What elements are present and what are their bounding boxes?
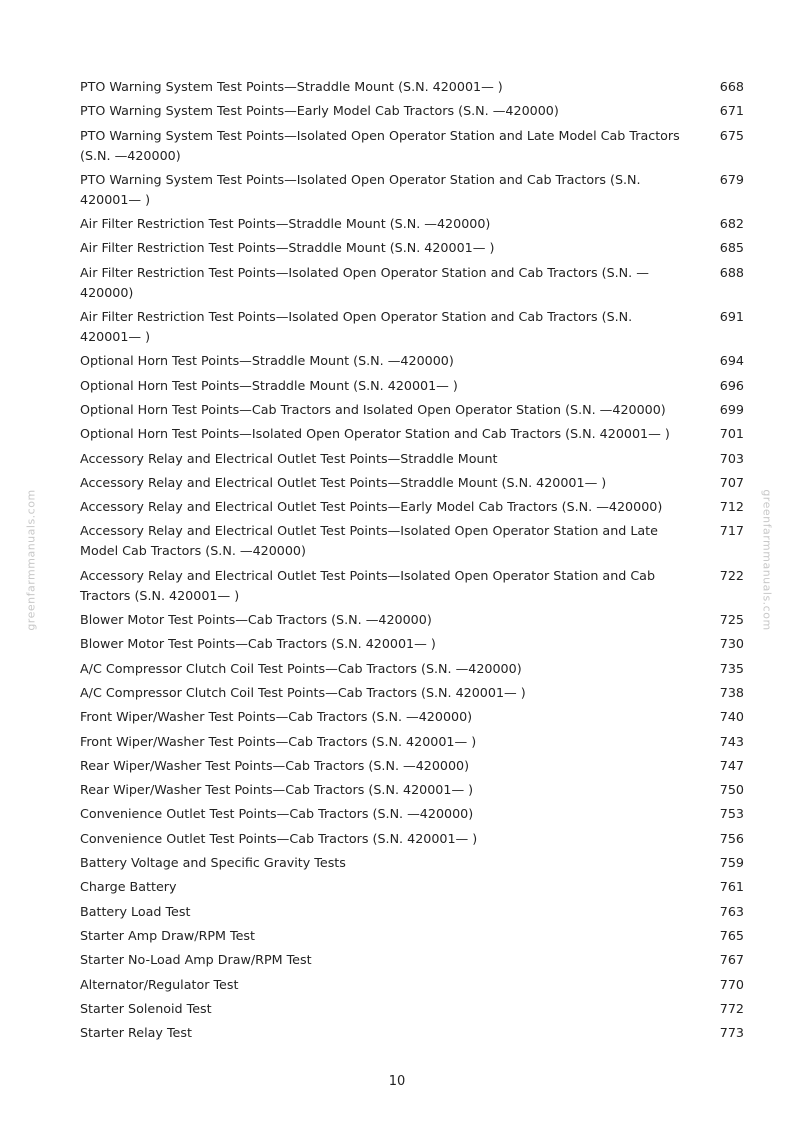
toc-entry-page: 743	[719, 733, 744, 749]
toc-entry-title: Accessory Relay and Electrical Outlet Test Points—Early Model Cab Tractors (S.N. —420000)	[80, 499, 663, 515]
toc-entry-title: Accessory Relay and Electrical Outlet Test Points—Straddle Mount	[80, 450, 498, 466]
toc-entry-page: 703	[719, 450, 744, 466]
toc-entry-page: 707	[719, 474, 744, 490]
toc-entry-title: Rear Wiper/Washer Test Points—Cab Tractors (S.N. —420000)	[80, 757, 470, 773]
toc-entry[interactable]	[80, 307, 744, 347]
toc-entry-title: A/C Compressor Clutch Coil Test Points—Cab Tractors (S.N. —420000)	[80, 660, 522, 676]
toc-entry-title: PTO Warning System Test Points—Early Model Cab Tractors (S.N. —420000)	[80, 103, 559, 119]
toc-entry-title: Blower Motor Test Points—Cab Tractors (S.N. —420000)	[80, 612, 432, 628]
toc-entry-page: 688	[719, 264, 744, 280]
toc-entry-page: 765	[719, 927, 744, 943]
toc-entry-title: Convenience Outlet Test Points—Cab Tractors (S.N. 420001— )	[80, 830, 478, 846]
toc-entry[interactable]	[80, 634, 744, 654]
toc-entry-title: PTO Warning System Test Points—Straddle Mount (S.N. 420001— )	[80, 79, 503, 94]
toc-entry-page: 675	[719, 127, 744, 143]
toc-entry-title: Air Filter Restriction Test Points—Isolated Open Operator Station and Cab Tractors (S.N. —420000)	[80, 264, 649, 300]
toc-entry-title: A/C Compressor Clutch Coil Test Points—Cab Tractors (S.N. 420001— )	[80, 684, 526, 700]
toc-entry-page: 735	[719, 660, 744, 676]
toc-entry[interactable]	[80, 659, 744, 679]
toc-entry-page: 671	[719, 103, 744, 119]
toc-entry-page: 753	[719, 806, 744, 822]
toc-entry-title: Front Wiper/Washer Test Points—Cab Tractors (S.N. —420000)	[80, 709, 473, 725]
toc-entry-title: Starter Solenoid Test	[80, 1000, 212, 1016]
toc-entry-title: Air Filter Restriction Test Points—Straddle Mount (S.N. 420001— )	[80, 240, 495, 256]
toc-entry-title: Accessory Relay and Electrical Outlet Test Points—Isolated Open Operator Station and Cab Tractors (S.N. 420001— )	[80, 567, 656, 603]
toc-entry-page: 740	[719, 709, 744, 725]
toc-entry-title: Convenience Outlet Test Points—Cab Tractors (S.N. —420000)	[80, 806, 474, 822]
toc-entry[interactable]	[80, 804, 744, 824]
toc-entry[interactable]	[80, 756, 744, 776]
table-of-contents	[80, 77, 744, 1047]
toc-entry[interactable]	[80, 566, 744, 606]
toc-entry-page: 756	[719, 830, 744, 846]
toc-entry-page: 699	[719, 401, 744, 417]
toc-entry-page: 772	[719, 1000, 744, 1016]
toc-entry-page: 685	[719, 240, 744, 256]
toc-entry-title: Blower Motor Test Points—Cab Tractors (S.N. 420001— )	[80, 636, 436, 652]
toc-entry-page: 717	[719, 523, 744, 539]
toc-entry-title: PTO Warning System Test Points—Isolated Open Operator Station and Cab Tractors (S.N. 420001— )	[80, 171, 641, 207]
toc-entry-title: Starter No-Load Amp Draw/RPM Test	[80, 952, 312, 968]
toc-entry[interactable]	[80, 853, 744, 873]
toc-entry[interactable]	[80, 101, 744, 121]
toc-entry[interactable]	[80, 683, 744, 703]
toc-entry-page: 761	[719, 879, 744, 895]
toc-entry[interactable]	[80, 449, 744, 469]
toc-entry[interactable]	[80, 497, 744, 517]
toc-entry[interactable]	[80, 975, 744, 995]
toc-entry-page: 696	[719, 377, 744, 393]
toc-entry-title: Optional Horn Test Points—Straddle Mount (S.N. 420001— )	[80, 377, 458, 393]
toc-entry-page: 763	[719, 903, 744, 919]
toc-entry-title: Battery Load Test	[80, 903, 191, 919]
toc-entry-page: 747	[719, 757, 744, 773]
toc-entry-page: 679	[719, 171, 744, 187]
toc-entry-title: Accessory Relay and Electrical Outlet Test Points—Isolated Open Operator Station and Late Model Cab Tractors (S.N. —420000)	[80, 523, 658, 559]
toc-entry-page: 767	[719, 952, 744, 968]
toc-entry[interactable]	[80, 263, 744, 303]
toc-entry-title: Charge Battery	[80, 879, 177, 895]
toc-entry[interactable]	[80, 780, 744, 800]
toc-entry[interactable]	[80, 521, 744, 561]
toc-entry[interactable]	[80, 950, 744, 970]
toc-entry-page: 730	[719, 636, 744, 652]
toc-entry-title: Battery Voltage and Specific Gravity Tests	[80, 855, 346, 871]
toc-entry-title: Starter Relay Test	[80, 1025, 192, 1041]
watermark-left: greenfarmmanuals.com	[24, 489, 38, 631]
toc-entry-title: Optional Horn Test Points—Cab Tractors and Isolated Open Operator Station (S.N. —420000)	[80, 401, 666, 417]
toc-entry-title: Alternator/Regulator Test	[80, 976, 239, 992]
toc-entry-page: 759	[719, 855, 744, 871]
toc-entry[interactable]	[80, 610, 744, 630]
toc-entry[interactable]	[80, 926, 744, 946]
toc-entry-page: 691	[719, 309, 744, 325]
toc-entry-page: 738	[719, 684, 744, 700]
toc-entry[interactable]	[80, 732, 744, 752]
toc-entry-title: Optional Horn Test Points—Straddle Mount (S.N. —420000)	[80, 353, 454, 369]
toc-entry[interactable]	[80, 999, 744, 1019]
page-number: 10	[388, 1074, 406, 1089]
toc-entry-title: PTO Warning System Test Points—Isolated Open Operator Station and Late Model Cab Tractors (S.N. —420000)	[80, 127, 680, 163]
toc-entry[interactable]	[80, 77, 744, 97]
toc-entry-title: Rear Wiper/Washer Test Points—Cab Tractors (S.N. 420001— )	[80, 782, 474, 798]
toc-entry[interactable]	[80, 829, 744, 849]
toc-entry-page: 770	[719, 976, 744, 992]
toc-entry[interactable]	[80, 902, 744, 922]
toc-entry-page: 701	[719, 426, 744, 442]
watermark-right: greenfarmmanuals.com	[760, 489, 774, 631]
toc-entry-page: 694	[719, 353, 744, 369]
toc-entry[interactable]	[80, 351, 744, 371]
toc-entry-page: 712	[719, 499, 744, 515]
toc-entry-title: Starter Amp Draw/RPM Test	[80, 927, 256, 943]
toc-entry-page: 722	[719, 567, 744, 583]
toc-entry-title: Optional Horn Test Points—Isolated Open Operator Station and Cab Tractors (S.N. 420001— )	[80, 426, 670, 442]
toc-entry-page: 682	[719, 216, 744, 232]
toc-entry-title: Air Filter Restriction Test Points—Isolated Open Operator Station and Cab Tractors (S.N. 420001— )	[80, 309, 633, 345]
toc-entry-title: Air Filter Restriction Test Points—Straddle Mount (S.N. —420000)	[80, 216, 491, 232]
toc-entry[interactable]	[80, 376, 744, 396]
toc-entry[interactable]	[80, 877, 744, 897]
toc-entry[interactable]	[80, 424, 744, 444]
toc-entry-page: 750	[719, 782, 744, 798]
toc-entry[interactable]	[80, 214, 744, 234]
toc-entry[interactable]	[80, 170, 744, 210]
toc-entry[interactable]	[80, 1023, 744, 1043]
toc-entry[interactable]	[80, 473, 744, 493]
toc-entry-page: 773	[719, 1025, 744, 1041]
toc-entry-title: Accessory Relay and Electrical Outlet Test Points—Straddle Mount (S.N. 420001— )	[80, 474, 607, 490]
toc-entry-title: Front Wiper/Washer Test Points—Cab Tractors (S.N. 420001— )	[80, 733, 477, 749]
toc-entry[interactable]	[80, 238, 744, 258]
toc-entry[interactable]	[80, 400, 744, 420]
toc-entry[interactable]	[80, 126, 744, 166]
toc-entry-page: 725	[719, 612, 744, 628]
toc-entry-page: 668	[719, 79, 744, 94]
toc-entry[interactable]	[80, 707, 744, 727]
